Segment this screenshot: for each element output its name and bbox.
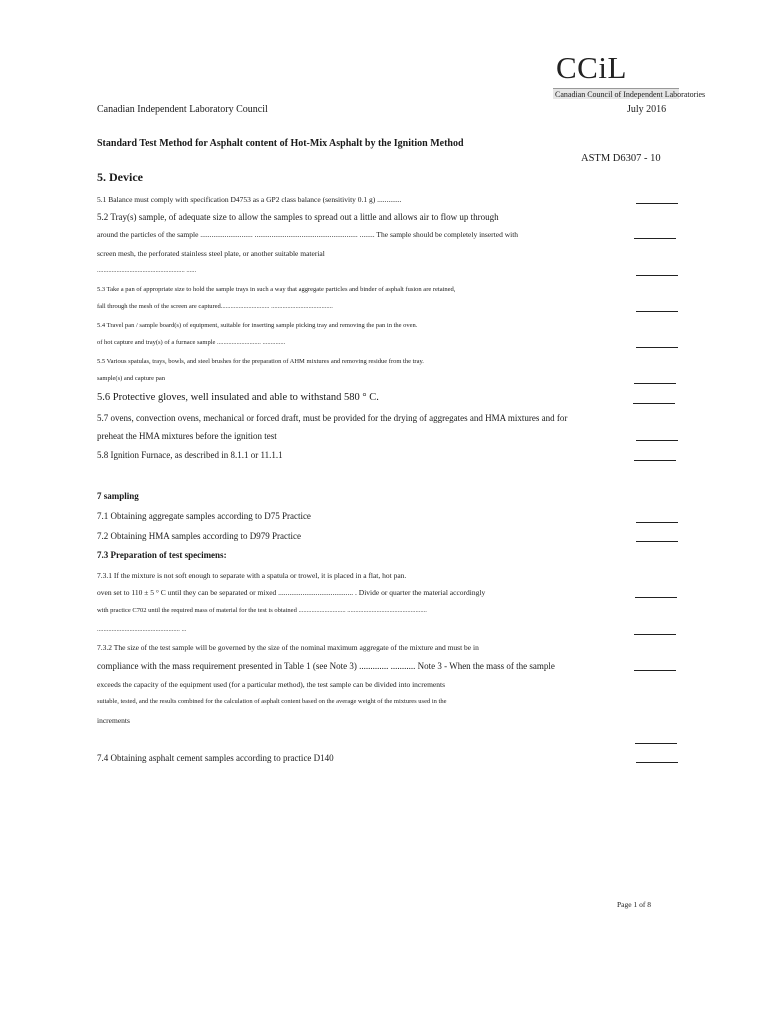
logo-subtitle: Canadian Council of Independent Laboratories — [555, 90, 706, 99]
header-date: July 2016 — [627, 104, 667, 115]
item-7-4: 7.4 Obtaining asphalt cement samples according to practice D140 — [97, 753, 334, 763]
item-7-3-2-line-3: exceeds the capacity of the equipment used (for a particular method), the test sample can be divided into increments — [97, 680, 445, 689]
item-5-2-line-1: 5.2 Tray(s) sample, of adequate size to allow the samples to spread out a little and allows air to flow up through — [97, 212, 499, 222]
item-5-3-line-1: 5.3 Take a pan of appropriate size to hold the sample trays in such a way that aggregate particles and binder of asphalt fusion are retained, — [97, 286, 456, 293]
check-line — [635, 743, 677, 744]
check-line — [636, 522, 678, 523]
check-line — [633, 403, 675, 404]
page-number: Page 1 of 8 — [617, 900, 651, 909]
item-5-2-line-4: ...................................................... ...... — [97, 267, 197, 274]
item-5-2-line-2: around the particles of the sample ............................ ....................................................... ........ The sample should be completely inserted with — [97, 230, 519, 239]
check-line — [636, 347, 678, 348]
item-5-1: 5.1 Balance must comply with specification D4753 as a GP2 class balance (sensitivity 0.1 g) ............. — [97, 195, 402, 204]
item-5-4-line-2: of hot capture and tray(s) of a furnace sample ........................... .............. — [97, 339, 286, 346]
check-line — [636, 203, 678, 204]
item-7-3-2-line-4: suitable, tested, and the results combined for the calculation of asphalt content based on the average weight of the mixtures used in the — [97, 698, 447, 705]
item-5-5-line-1: 5.5 Various spatulas, trays, bowls, and steel brushes for the preparation of AHM mixtures and removing residue from the tray. — [97, 358, 424, 365]
document-title: Standard Test Method for Asphalt content of Hot-Mix Asphalt by the Ignition Method — [97, 138, 464, 149]
section-heading-sampling: 7 sampling — [97, 491, 139, 501]
item-7-2: 7.2 Obtaining HMA samples according to D979 Practice — [97, 531, 301, 541]
check-line — [636, 541, 678, 542]
item-7-1: 7.1 Obtaining aggregate samples according to D75 Practice — [97, 511, 311, 521]
item-5-6: 5.6 Protective gloves, well insulated and able to withstand 580 ° C. — [97, 392, 379, 403]
item-7-3-1-line-1: 7.3.1 If the mixture is not soft enough to separate with a spatula or trowel, it is placed in a flat, hot pan. — [97, 571, 407, 580]
item-7-3-2-line-1: 7.3.2 The size of the test sample will be governed by the size of the nominal maximum aggregate of the mixture and must be in — [97, 643, 479, 652]
check-line — [636, 762, 678, 763]
item-5-8: 5.8 Ignition Furnace, as described in 8.1.1 or 11.1.1 — [97, 450, 283, 460]
item-7-3-2-line-2: compliance with the mass requirement presented in Table 1 (see Note 3) ............. ........... Note 3 - When the mass of the sample — [97, 661, 555, 671]
item-7-3-heading: 7.3 Preparation of test specimens: — [97, 550, 227, 560]
item-5-3-line-2: fall through the mesh of the screen are captured.............................. ...................................... — [97, 303, 333, 310]
header-organization: Canadian Independent Laboratory Council — [97, 104, 268, 115]
check-line — [634, 670, 676, 671]
check-line — [636, 440, 678, 441]
item-5-4-line-1: 5.4 Travel pan / sample board(s) of equipment, suitable for inserting sample picking tray and removing the pan in the oven. — [97, 322, 418, 329]
check-line — [634, 238, 676, 239]
item-5-7-line-1: 5.7 ovens, convection ovens, mechanical or forced draft, must be provided for the drying of aggregates and HMA mixtures and for — [97, 413, 568, 423]
check-line — [634, 460, 676, 461]
logo-text: CCiL — [556, 50, 627, 85]
item-5-7-line-2: preheat the HMA mixtures before the ignition test — [97, 431, 277, 441]
check-line — [636, 311, 678, 312]
item-7-3-2-line-5: increments — [97, 716, 130, 725]
section-heading-device: 5. Device — [97, 170, 143, 184]
check-line — [634, 634, 676, 635]
check-line — [635, 597, 677, 598]
item-7-3-1-line-4: ................................................... ... — [97, 626, 187, 633]
item-5-5-line-2: sample(s) and capture pan — [97, 375, 166, 382]
check-line — [634, 383, 676, 384]
standard-number: ASTM D6307 - 10 — [581, 153, 661, 164]
item-7-3-1-line-2: oven set to 110 ± 5 ° C until they can be separated or mixed ........................................ . Divide or quarter the material accordingly — [97, 588, 486, 597]
ccil-logo — [553, 48, 706, 100]
check-line — [636, 275, 678, 276]
item-5-2-line-3: screen mesh, the perforated stainless steel plate, or another suitable material — [97, 249, 325, 258]
item-7-3-1-line-3: with practice C702 until the required mass of material for the test is obtained ............................. ................................................. — [97, 607, 427, 614]
